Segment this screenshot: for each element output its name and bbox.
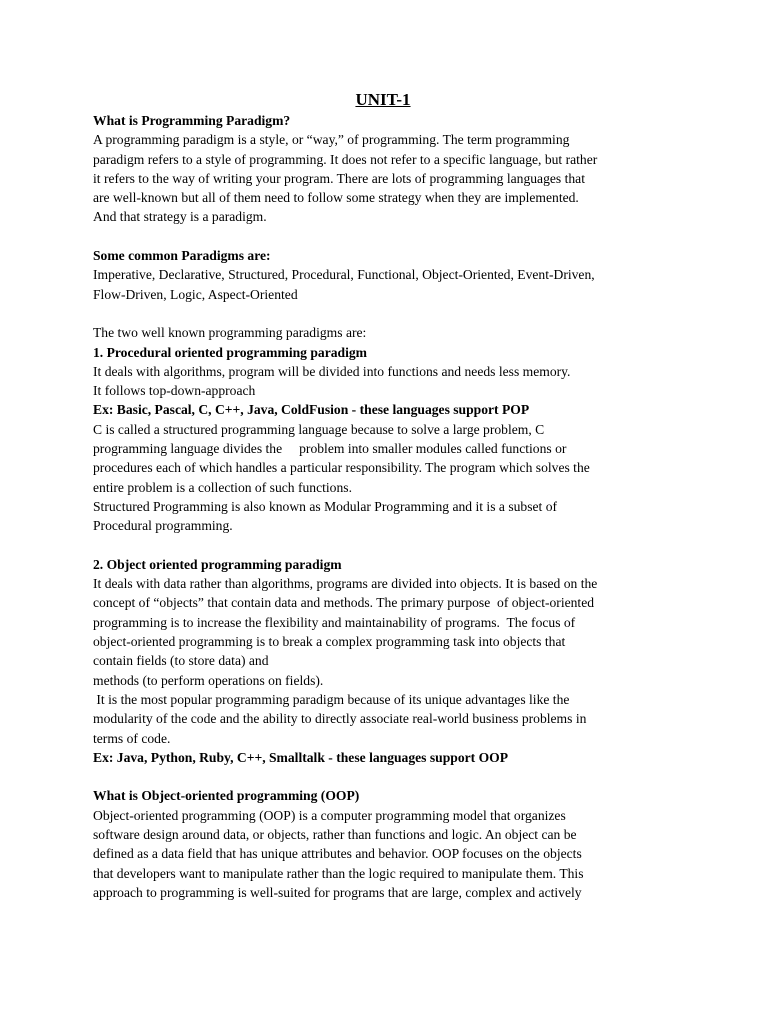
paragraph-line: It deals with data rather than algorithms, programs are divided into objects. It is based on the — [93, 576, 598, 592]
paragraph-line: It follows top-down-approach — [93, 383, 256, 399]
paragraph-line: Procedural programming. — [93, 518, 233, 534]
spacer — [93, 304, 673, 323]
spacer — [93, 227, 673, 246]
paragraph-line: procedures each of which handles a particular responsibility. The program which solves the — [93, 460, 590, 476]
paragraph-line: methods (to perform operations on fields). — [93, 672, 324, 688]
paragraph-line: paradigm refers to a style of programming. It does not refer to a specific language, but rather — [93, 151, 598, 167]
paragraph-line: It deals with algorithms, program will be divided into functions and needs less memory. — [93, 363, 571, 379]
paragraph-line: approach to programming is well-suited for programs that are large, complex and actively — [93, 884, 582, 900]
paragraph-line: Object-oriented programming (OOP) is a computer programming model that organizes — [93, 807, 566, 823]
spacer — [93, 536, 673, 555]
paragraph-line: It is the most popular programming paradigm because of its unique advantages like the — [93, 691, 570, 707]
paragraph-line: software design around data, or objects, rather than functions and logic. An object can be — [93, 826, 577, 842]
paragraph-line: object-oriented programming is to break a complex programming task into objects that — [93, 634, 566, 650]
paragraph-line: entire problem is a collection of such functions. — [93, 479, 352, 495]
paragraph-line: C is called a structured programming language because to solve a large problem, C — [93, 421, 545, 437]
section-heading-common-paradigms: Some common Paradigms are: — [93, 248, 271, 264]
section-heading-object-oriented: 2. Object oriented programming paradigm — [93, 556, 342, 572]
paragraph-line: contain fields (to store data) and — [93, 653, 269, 669]
document-page — [93, 89, 673, 902]
section-heading-what-is-oop: What is Object-oriented programming (OOP) — [93, 788, 360, 804]
section-heading-paradigm: What is Programming Paradigm? — [93, 113, 291, 128]
paragraph-line: it refers to the way of writing your program. There are lots of programming languages that — [93, 170, 585, 186]
paragraph-line: programming language divides the problem into smaller modules called functions or — [93, 441, 567, 457]
example-pop: Ex: Basic, Pascal, C, C++, Java, ColdFusion - these languages support POP — [93, 402, 530, 418]
paragraph-line: Imperative, Declarative, Structured, Procedural, Functional, Object-Oriented, Event-Driven, — [93, 267, 595, 283]
paragraph-line: that developers want to manipulate rather than the logic required to manipulate them. This — [93, 865, 584, 881]
paragraph-line: Structured Programming is also known as Modular Programming and it is a subset of — [93, 498, 558, 514]
paragraph-line: terms of code. — [93, 730, 171, 746]
paragraph-line: A programming paradigm is a style, or “way,” of programming. The term programming — [93, 132, 570, 148]
paragraph-line: The two well known programming paradigms are: — [93, 325, 367, 341]
spacer — [93, 767, 673, 786]
example-oop: Ex: Java, Python, Ruby, C++, Smalltalk - these languages support OOP — [93, 749, 509, 765]
paragraph-line: And that strategy is a paradigm. — [93, 209, 267, 225]
paragraph-line: Flow-Driven, Logic, Aspect-Oriented — [93, 286, 298, 302]
paragraph-line: modularity of the code and the ability to directly associate real-world business problems in — [93, 711, 587, 727]
page-title: UNIT-1 — [355, 90, 411, 109]
paragraph-line: concept of “objects” that contain data and methods. The primary purpose of object-oriented — [93, 595, 595, 611]
paragraph-line: programming is to increase the flexibility and maintainability of programs. The focus of — [93, 614, 576, 630]
paragraph-line: defined as a data field that has unique attributes and behavior. OOP focuses on the objects — [93, 846, 582, 862]
paragraph-line: are well-known but all of them need to follow some strategy when they are implemented. — [93, 190, 579, 206]
section-heading-procedural: 1. Procedural oriented programming paradigm — [93, 344, 367, 360]
